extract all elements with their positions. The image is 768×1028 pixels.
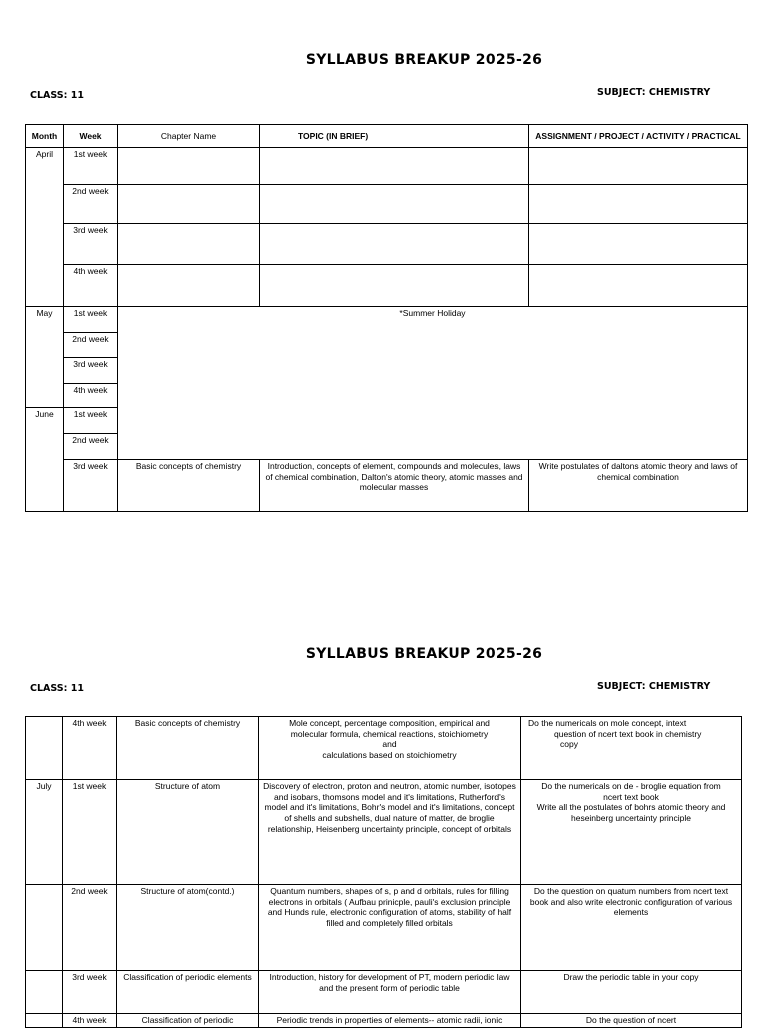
week-cell: 2nd week bbox=[64, 333, 118, 358]
page-title: SYLLABUS BREAKUP 2025-26 bbox=[305, 646, 543, 662]
week-cell: 1st week bbox=[64, 408, 118, 434]
chapter-cell: Structure of atom(contd.) bbox=[117, 885, 259, 971]
assignment-cell: Do the question of ncert bbox=[521, 1014, 742, 1028]
week-cell: 1st week bbox=[64, 307, 118, 333]
header-month: Month bbox=[26, 125, 64, 148]
table-row bbox=[26, 717, 742, 780]
topic-cell bbox=[259, 717, 521, 780]
header-week: Week bbox=[64, 125, 118, 148]
subject-label: SUBJECT: CHEMISTRY bbox=[597, 87, 711, 98]
chapter-cell bbox=[118, 148, 260, 185]
chapter-cell bbox=[118, 185, 260, 224]
table-row bbox=[26, 780, 742, 885]
chapter-cell: Basic concepts of chemistry bbox=[117, 717, 259, 780]
topic-cell: Discovery of electron, proton and neutron, atomic number, isotopes and isobars, thomsons model and it's limitations, Rutherford's model and it's limitations, Bohr's model and it's limitations, concept of shells and subshells, dual nature of matter, de broglie relationship, Heisenberg uncertainty principle, concept of orbitals bbox=[259, 780, 521, 885]
assignment-cell: Draw the periodic table in your copy bbox=[521, 971, 742, 1014]
assignment-cell bbox=[529, 224, 748, 265]
week-cell: 3rd week bbox=[64, 358, 118, 384]
topic-cell bbox=[260, 224, 529, 265]
month-cell bbox=[26, 1014, 63, 1028]
assignment-line: Write all the postulates of bohrs atomic theory and bbox=[536, 802, 726, 813]
month-cell: July bbox=[26, 780, 63, 885]
topic-cell bbox=[260, 265, 529, 307]
chapter-cell bbox=[118, 265, 260, 307]
assignment-line: Do the numericals on mole concept, intext bbox=[528, 718, 687, 728]
assignment-cell bbox=[529, 148, 748, 185]
assignment-line: question of ncert text book in chemistry bbox=[554, 728, 702, 739]
week-cell: 2nd week bbox=[64, 434, 118, 460]
assignment-cell bbox=[529, 265, 748, 307]
chapter-cell: Structure of atom bbox=[117, 780, 259, 885]
assignment-line: Do the numericals on de - broglie equation from bbox=[541, 781, 721, 791]
header-topic: TOPIC (IN BRIEF) bbox=[260, 125, 529, 148]
class-label: CLASS: 11 bbox=[30, 683, 84, 694]
topic-line: molecular formula, chemical reactions, stoichiometry bbox=[290, 728, 489, 739]
week-cell: 4th week bbox=[63, 1014, 117, 1028]
topic-cell bbox=[260, 148, 529, 185]
assignment-line: ncert text book bbox=[603, 791, 659, 802]
topic-cell: Introduction, history for development of PT, modern periodic law and the present form of periodic table bbox=[259, 971, 521, 1014]
assignment-cell: Write postulates of daltons atomic theory and laws of chemical combination bbox=[529, 460, 748, 512]
topic-line: and bbox=[382, 739, 397, 750]
chapter-cell: Classification of periodic bbox=[117, 1014, 259, 1028]
topic-cell: Introduction, concepts of element, compounds and molecules, laws of chemical combination, Dalton's atomic theory, atomic masses and molecular masses bbox=[260, 460, 529, 512]
month-cell bbox=[26, 885, 63, 971]
assignment-cell bbox=[521, 780, 742, 885]
week-cell: 2nd week bbox=[64, 185, 118, 224]
week-cell: 3rd week bbox=[63, 971, 117, 1014]
assignment-cell bbox=[529, 185, 748, 224]
week-cell: 3rd week bbox=[64, 224, 118, 265]
syllabus-table-page-2 bbox=[25, 716, 742, 1028]
assignment-cell bbox=[521, 717, 742, 780]
month-cell: June bbox=[26, 408, 64, 512]
topic-line: Mole concept, percentage composition, empirical and bbox=[289, 718, 490, 728]
chapter-cell: Basic concepts of chemistry bbox=[118, 460, 260, 512]
week-cell: 1st week bbox=[63, 780, 117, 885]
week-cell: 2nd week bbox=[63, 885, 117, 971]
month-cell: May bbox=[26, 307, 64, 408]
week-cell: 1st week bbox=[64, 148, 118, 185]
chapter-cell bbox=[118, 224, 260, 265]
month-cell: April bbox=[26, 148, 64, 307]
assignment-line: heseinberg uncertainty principle bbox=[570, 812, 692, 823]
table-row bbox=[26, 1014, 742, 1028]
subject-label: SUBJECT: CHEMISTRY bbox=[597, 681, 711, 692]
header-assignment: ASSIGNMENT / PROJECT / ACTIVITY / PRACTICAL bbox=[529, 125, 748, 148]
topic-cell bbox=[260, 185, 529, 224]
week-cell: 4th week bbox=[64, 265, 118, 307]
week-cell: 4th week bbox=[64, 384, 118, 408]
table-row bbox=[26, 971, 742, 1014]
header-chapter: Chapter Name bbox=[118, 125, 260, 148]
week-cell: 4th week bbox=[63, 717, 117, 780]
month-cell bbox=[26, 971, 63, 1014]
syllabus-table-page-1 bbox=[25, 124, 748, 512]
table-row bbox=[26, 885, 742, 971]
week-cell: 3rd week bbox=[64, 460, 118, 512]
month-cell bbox=[26, 717, 63, 780]
page-title: SYLLABUS BREAKUP 2025-26 bbox=[305, 52, 543, 68]
chapter-cell: Classification of periodic elements bbox=[117, 971, 259, 1014]
topic-line: calculations based on stoichiometry bbox=[322, 749, 457, 760]
class-label: CLASS: 11 bbox=[30, 90, 84, 101]
assignment-cell: Do the question on quatum numbers from ncert text book and also write electronic configuration of various elements bbox=[521, 885, 742, 971]
summer-holiday-cell: *Summer Holiday bbox=[118, 307, 748, 460]
assignment-line: copy bbox=[560, 739, 578, 750]
topic-cell: Periodic trends in properties of elements-- atomic radii, ionic bbox=[259, 1014, 521, 1028]
topic-cell: Quantum numbers, shapes of s, p and d orbitals, rules for filling electrons in orbitals ( Aufbau prinicple, pauli's exclusion principle and Hunds rule, electronic configuration of atoms, stability of half filled and completely filled orbitals bbox=[259, 885, 521, 971]
